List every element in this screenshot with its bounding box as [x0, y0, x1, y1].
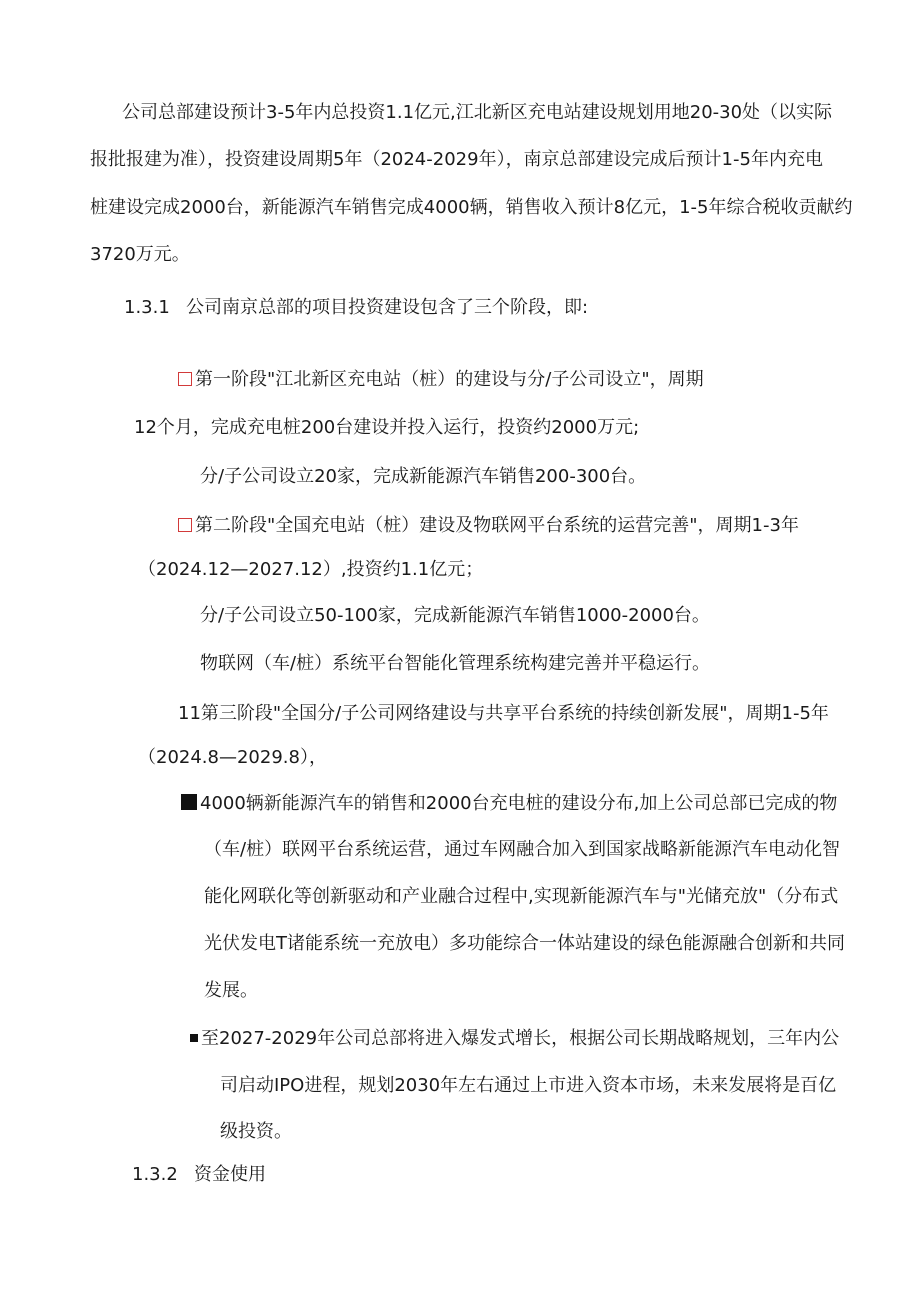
section-132-heading: [132, 1163, 266, 1187]
phase3-line-2: （2024.8—2029.8），: [138, 747, 327, 768]
phase3-line-1: 11第三阶段"全国分/子公司网络建设与共享平台系统的持续创新发展"，周期1-5年: [178, 703, 829, 724]
bullet2-text-1: 至2027-2029年公司总部将进入爆发式增长，根据公司长期战略规划，三年内公: [201, 1028, 840, 1049]
bullet-small-square-icon: [190, 1034, 198, 1042]
phase1-line-3: 分/子公司设立20家，完成新能源汽车销售200-300台。: [200, 466, 647, 487]
intro-line-3: 桩建设完成2000台，新能源汽车销售完成4000辆，销售收入预计8亿元，1-5年综合税收贡献约: [90, 197, 853, 218]
phase2-text-1: 第二阶段"全国充电站（桩）建设及物联网平台系统的运营完善"，周期1-3年: [195, 515, 799, 536]
bullet1-line-3: 能化网联化等创新驱动和产业融合过程中,实现新能源汽车与"光储充放"（分布式: [204, 886, 839, 907]
bullet1-line-2: （车/桩）联网平台系统运营，通过车网融合加入到国家战略新能源汽车电动化智: [204, 839, 841, 860]
bullet1-text-1: 4000辆新能源汽车的销售和2000台充电桩的建设分布,加上公司总部已完成的物: [200, 793, 838, 814]
phase2-line-1: [178, 514, 799, 538]
phase2-line-3: 分/子公司设立50-100家，完成新能源汽车销售1000-2000台。: [200, 605, 710, 626]
bullet1-line-4: 光伏发电T诸能系统一充放电）多功能综合一体站建设的绿色能源融合创新和共同: [204, 933, 845, 954]
phase1-text-1: 第一阶段"江北新区充电站（桩）的建设与分/子公司设立"，周期: [195, 369, 704, 390]
section-131-number: 1.3.1: [124, 297, 170, 318]
intro-line-1: 公司总部建设预计3-5年内总投资1.1亿元,江北新区充电站建设规划用地20-30处（以实际: [122, 102, 833, 123]
bullet1-line-5: 发展。: [204, 980, 258, 1001]
section-132-title: 资金使用: [194, 1164, 266, 1185]
bullet2-line-2: 司启动IPO进程，规划2030年左右通过上市进入资本市场，未来发展将是百亿: [220, 1075, 837, 1096]
intro-line-4: 3720万元。: [90, 244, 190, 265]
checkbox-icon: [178, 372, 192, 386]
bullet1-line-1: [181, 792, 837, 816]
bullet-square-icon: [181, 794, 197, 810]
phase1-line-2: 12个月，完成充电桩200台建设并投入运行，投资约2000万元;: [134, 417, 640, 438]
section-132-number: 1.3.2: [132, 1164, 178, 1185]
phase2-line-4: 物联网（车/桩）系统平台智能化管理系统构建完善并平稳运行。: [200, 653, 711, 674]
section-131-title: 公司南京总部的项目投资建设包含了三个阶段，即:: [186, 297, 589, 318]
intro-line-2: 报批报建为准），投资建设周期5年（2024-2029年），南京总部建设完成后预计1-5年内充电: [90, 149, 823, 170]
bullet2-line-3: 级投资。: [220, 1121, 292, 1142]
phase1-line-1: [178, 368, 704, 392]
bullet2-line-1: [190, 1027, 839, 1051]
phase2-line-2: （2024.12—2027.12）,投资约1.1亿元；: [138, 559, 484, 580]
checkbox-icon: [178, 518, 192, 532]
section-131-heading: [124, 296, 588, 320]
